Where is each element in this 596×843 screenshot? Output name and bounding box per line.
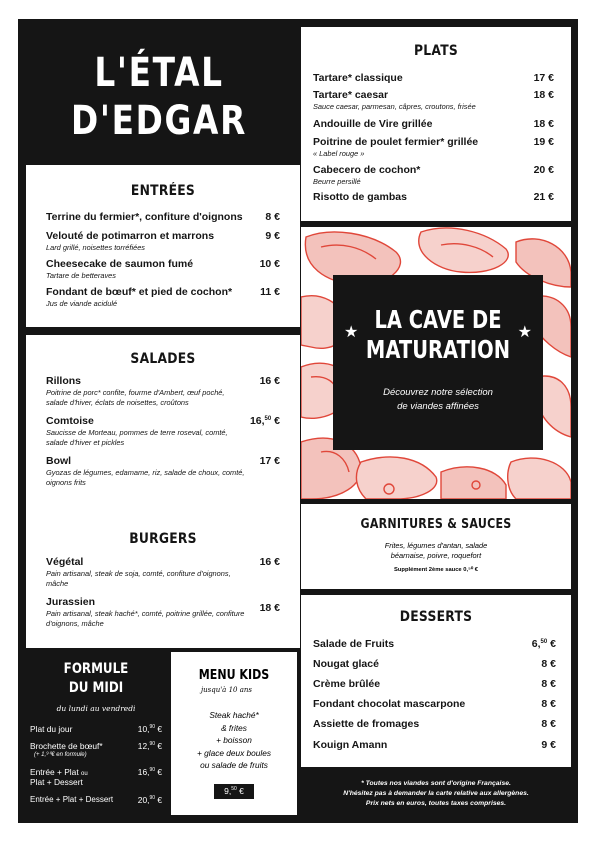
burger-name: Jurassien (46, 596, 96, 608)
salade-desc: Gyozas de légumes, edamame, riz, salade de choux, comté, oignons frits (46, 468, 245, 487)
entree-item (46, 211, 280, 224)
salades-section (26, 335, 300, 517)
plat-item (313, 191, 554, 204)
dessert-name: Kouign Amann (313, 739, 388, 751)
entree-desc: Tartare de betteraves (46, 271, 116, 280)
entree-item (46, 230, 280, 253)
entree-name: Terrine du fermier*, confiture d'oignons (46, 211, 243, 223)
dessert-price: 8 € (541, 718, 556, 730)
cave-text-line2: de viandes affinées (397, 401, 479, 412)
plat-item (313, 72, 554, 85)
dessert-price: 6,50 € (531, 638, 556, 650)
dessert-name: Assiette de fromages (313, 718, 420, 730)
dessert-price: 8 € (541, 658, 556, 670)
formule-item (30, 767, 162, 787)
formule-item-name: Entrée + Plat (30, 767, 79, 777)
formule-item-or: ou (80, 771, 88, 777)
burgers-section (26, 516, 300, 648)
kids-title: MENU KIDS (198, 668, 270, 683)
footer-line: * Toutes nos viandes sont d'origine Française. (361, 780, 511, 787)
cave-title-line2: MATURATION (365, 335, 511, 364)
entrees-title: ENTRÉES (130, 183, 196, 199)
restaurant-name-line2: D'EDGAR (71, 98, 247, 144)
entree-price: 8 € (265, 211, 280, 223)
entrees-section (26, 165, 300, 327)
dessert-item (313, 678, 556, 691)
dessert-price: 9 € (541, 739, 556, 751)
entree-item (46, 258, 280, 281)
burger-price: 18 € (259, 602, 280, 614)
formule-item (30, 795, 162, 804)
formule-section (26, 655, 166, 815)
salade-desc: Poitrine de porc* confite, fourme d'Ambert, œuf poché, salade d'hiver, éclats de noisettes, croûtons (46, 388, 225, 407)
dessert-item (313, 698, 556, 711)
kids-line: + boisson (216, 735, 252, 745)
formule-item-price: 16,90 € (137, 767, 162, 777)
plat-name: Risotto de gambas (313, 191, 407, 203)
burger-item (46, 556, 280, 588)
salade-name: Rillons (46, 375, 82, 387)
burger-item (46, 596, 280, 628)
garnitures-line2: béarnaise, poivre, roquefort (390, 551, 482, 560)
formule-item (30, 724, 162, 734)
plat-price: 21 € (533, 191, 554, 203)
garnitures-supplement: Supplément 2ème sauce 0,⁵⁰ € (394, 567, 478, 573)
kids-subtitle: jusqu'à 10 ans (201, 686, 252, 694)
dessert-item (313, 739, 556, 752)
salade-item (46, 375, 280, 407)
entree-name: Cheesecake de saumon fumé (46, 258, 194, 270)
formule-item-note: (+ 1,⁹⁰€ en formule) (34, 752, 87, 758)
dessert-item (313, 658, 556, 671)
formule-item-price: 10,90 € (137, 724, 162, 734)
salade-price: 17 € (259, 455, 280, 467)
cave-title-line1: LA CAVE DE (374, 305, 502, 334)
kids-line: ou salade de fruits (200, 760, 268, 770)
plat-name: Tartare* classique (313, 72, 403, 84)
entree-price: 9 € (265, 230, 280, 242)
dessert-name: Nougat glacé (313, 658, 379, 670)
formule-item (30, 741, 162, 758)
garnitures-line1: Frites, légumes d'antan, salade (384, 541, 488, 550)
entree-item (46, 286, 280, 309)
plats-section (301, 27, 571, 221)
cave-title-box (333, 275, 543, 450)
formule-item-name: Plat + Dessert (30, 777, 83, 787)
entree-price: 10 € (259, 258, 280, 270)
plat-name: Tartare* caesar (313, 89, 389, 101)
restaurant-name-line1: L'ÉTAL (94, 50, 224, 96)
plat-price: 19 € (533, 136, 554, 148)
burger-desc: Pain artisanal, steak de soja, comté, confiture d'oignons, mâche (46, 569, 231, 588)
kids-section (171, 652, 297, 815)
formule-item-name: Plat du jour (30, 724, 73, 734)
entree-desc: Lard grillé, noisettes torréfiées (46, 243, 146, 252)
plat-item (313, 118, 554, 131)
plat-price: 20 € (533, 164, 554, 176)
kids-line: Steak haché* (209, 710, 259, 720)
plat-name: Poitrine de poulet fermier* grillée (313, 136, 479, 148)
desserts-section (301, 595, 571, 767)
burger-desc: Pain artisanal, steak haché*, comté, poitrine grillée, confiture d'oignons, mâche (46, 609, 245, 628)
desserts-title: DESSERTS (399, 609, 473, 625)
plat-item (313, 89, 554, 112)
dessert-price: 8 € (541, 678, 556, 690)
kids-description (171, 709, 297, 772)
plats-title: PLATS (413, 43, 459, 59)
burger-name: Végétal (46, 556, 84, 568)
dessert-price: 8 € (541, 698, 556, 710)
footer-line: N'hésitez pas à demander la carte relative aux allergènes. (343, 790, 529, 797)
plat-name: Cabecero de cochon* (313, 164, 421, 176)
salade-price: 16,50 € (249, 415, 280, 427)
plat-name: Andouille de Vire grillée (313, 118, 433, 130)
plat-desc: Beurre persillé (313, 177, 361, 186)
formule-title-line2: DU MIDI (68, 680, 124, 696)
dessert-item (313, 718, 556, 731)
salade-item (46, 455, 280, 487)
dessert-name: Salade de Fruits (313, 638, 395, 650)
cave-text-line1: Découvrez notre sélection (383, 387, 493, 398)
entree-name: Fondant de bœuf* et pied de cochon* (46, 286, 233, 298)
menu-page (18, 19, 578, 823)
formule-title-line1: FORMULE (63, 661, 129, 677)
plat-item (313, 136, 554, 159)
plat-desc: « Label rouge » (313, 149, 365, 158)
footer-notes (301, 779, 571, 809)
star-icon: ★ (517, 324, 532, 341)
entree-name: Velouté de potimarron et marrons (46, 230, 215, 242)
dessert-name: Crème brûlée (313, 678, 381, 690)
plat-price: 18 € (533, 89, 554, 101)
salade-price: 16 € (259, 375, 280, 387)
salade-desc: Saucisse de Morteau, pommes de terre roseval, comté, salade d'hiver et pickles (46, 428, 228, 447)
salade-name: Bowl (46, 455, 72, 467)
garnitures-title: GARNITURES & SAUCES (360, 517, 512, 532)
entree-price: 11 € (260, 286, 280, 298)
plat-item (313, 164, 554, 187)
formule-subtitle: du lundi au vendredi (56, 704, 136, 713)
garnitures-section (301, 504, 571, 589)
star-icon: ★ (344, 324, 359, 341)
salade-item (46, 415, 280, 447)
entree-desc: Jus de viande acidulé (46, 299, 118, 308)
dessert-name: Fondant chocolat mascarpone (313, 698, 466, 710)
kids-line: & frites (221, 722, 247, 733)
burger-price: 16 € (259, 556, 280, 568)
formule-item-price: 12,90 € (137, 741, 162, 751)
burgers-title: BURGERS (129, 531, 197, 547)
formule-item-name: Brochette de bœuf* (30, 741, 103, 751)
plat-desc: Sauce caesar, parmesan, câpres, croutons, frisée (313, 102, 476, 111)
cave-section (301, 227, 571, 499)
salades-title: SALADES (130, 351, 196, 367)
formule-item-price: 20,90 € (137, 795, 162, 805)
formule-item-name: Entrée + Plat + Dessert (30, 795, 114, 804)
kids-price-badge: 9,50 € (214, 784, 254, 799)
footer-line: Prix nets en euros, toutes taxes comprises. (365, 800, 507, 807)
salade-name: Comtoise (46, 415, 94, 427)
kids-line: + glace deux boules (196, 747, 272, 758)
dessert-item (313, 638, 556, 651)
plat-price: 17 € (533, 72, 554, 84)
plat-price: 18 € (533, 118, 554, 130)
